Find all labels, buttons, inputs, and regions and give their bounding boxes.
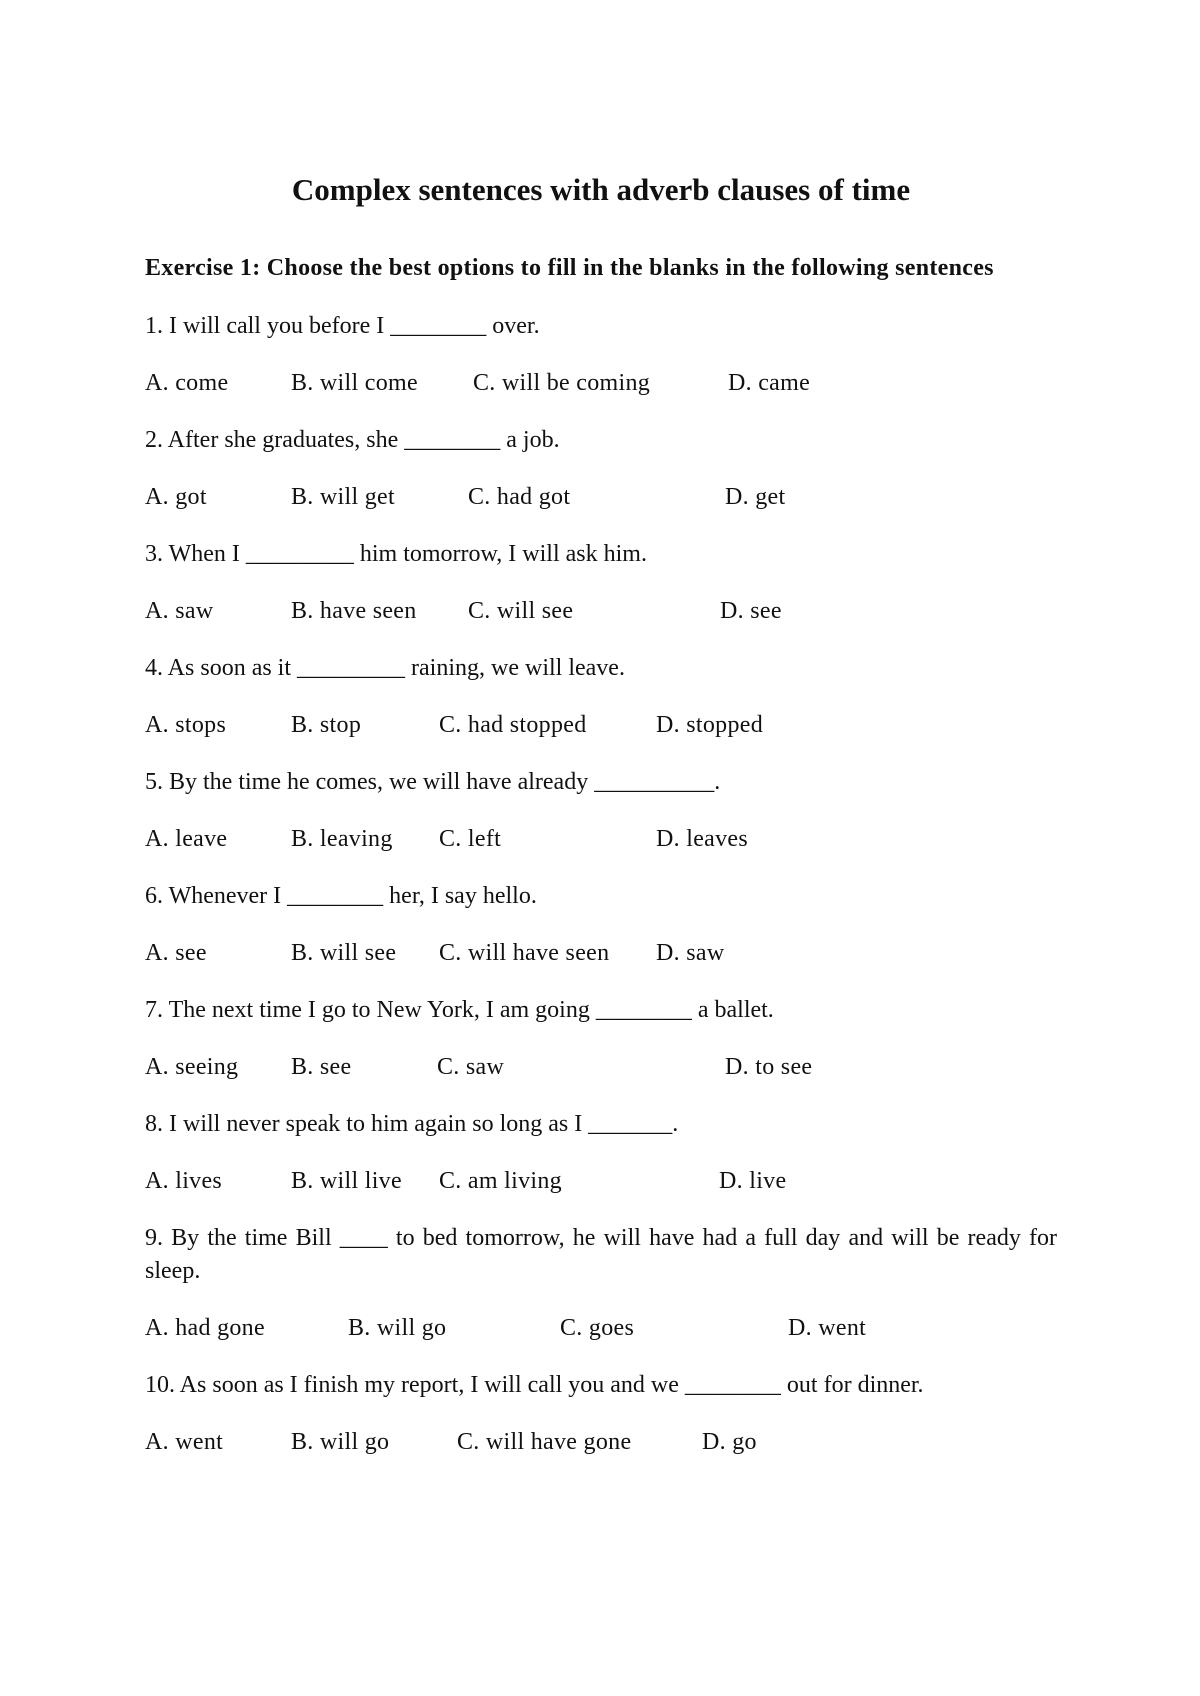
option-a: A. got [145, 484, 207, 510]
option-c: C. saw [437, 1054, 505, 1080]
option-c: C. will have gone [457, 1429, 632, 1455]
answer-options [145, 595, 1057, 628]
question-item [145, 538, 1057, 628]
exercise-instruction: Exercise 1: Choose the best options to fill in the blanks in the following sentences [145, 255, 994, 281]
answer-options [145, 709, 1057, 742]
answer-options [145, 1312, 1057, 1345]
option-d: D. live [719, 1168, 787, 1194]
option-c: C. goes [560, 1315, 635, 1341]
answer-options [145, 1051, 1057, 1084]
option-a: A. see [145, 940, 207, 966]
question-item [145, 424, 1057, 514]
question-text: 7. The next time I go to New York, I am going ________ a ballet. [145, 997, 774, 1023]
option-d: D. go [702, 1429, 757, 1455]
question-text: 8. I will never speak to him again so long as I _______. [145, 1111, 679, 1137]
option-d: D. get [725, 484, 786, 510]
answer-options [145, 1165, 1057, 1198]
option-d: D. stopped [656, 712, 763, 738]
option-b: B. see [291, 1054, 352, 1080]
option-c: C. had got [468, 484, 571, 510]
option-d: D. came [728, 370, 811, 396]
question-item [145, 1108, 1057, 1198]
answer-options [145, 1426, 1057, 1459]
option-c: C. will have seen [439, 940, 610, 966]
question-text: 5. By the time he comes, we will have already __________. [145, 769, 721, 795]
option-a: A. had gone [145, 1315, 265, 1341]
question-item [145, 766, 1057, 856]
option-a: A. seeing [145, 1054, 239, 1080]
question-item [145, 994, 1057, 1084]
question-text: 6. Whenever I ________ her, I say hello. [145, 883, 537, 909]
page-title: Complex sentences with adverb clauses of time [291, 172, 911, 207]
question-text: 1. I will call you before I ________ over. [145, 313, 540, 339]
question-item [145, 1369, 1057, 1459]
answer-options [145, 823, 1057, 856]
option-c: C. left [439, 826, 502, 852]
option-a: A. come [145, 370, 229, 396]
question-item [145, 1222, 1057, 1345]
option-b: B. will come [291, 370, 418, 396]
option-d: D. leaves [656, 826, 748, 852]
worksheet-page [145, 168, 1057, 1483]
option-c: C. will see [468, 598, 574, 624]
option-b: B. stop [291, 712, 362, 738]
option-b: B. will go [348, 1315, 447, 1341]
option-b: B. will see [291, 940, 397, 966]
option-d: D. saw [656, 940, 725, 966]
question-list [145, 310, 1057, 1459]
option-c: C. am living [439, 1168, 562, 1194]
question-text: 10. As soon as I finish my report, I will call you and we ________ out for dinner. [145, 1372, 924, 1398]
answer-options [145, 481, 1057, 514]
option-d: D. see [720, 598, 782, 624]
option-a: A. saw [145, 598, 214, 624]
question-text: 9. By the time Bill ____ to bed tomorrow, he will have had a full day and will be ready for sleep. [145, 1225, 1057, 1284]
option-c: C. will be coming [473, 370, 651, 396]
option-b: B. will live [291, 1168, 402, 1194]
question-item [145, 652, 1057, 742]
option-a: A. stops [145, 712, 227, 738]
option-a: A. leave [145, 826, 228, 852]
option-a: A. went [145, 1429, 224, 1455]
question-item [145, 880, 1057, 970]
question-text: 2. After she graduates, she ________ a job. [145, 427, 560, 453]
answer-options [145, 937, 1057, 970]
answer-options [145, 367, 1057, 400]
question-text: 4. As soon as it _________ raining, we will leave. [145, 655, 625, 681]
option-b: B. have seen [291, 598, 417, 624]
option-b: B. will get [291, 484, 395, 510]
option-d: D. to see [725, 1054, 813, 1080]
option-b: B. leaving [291, 826, 393, 852]
option-c: C. had stopped [439, 712, 587, 738]
question-text: 3. When I _________ him tomorrow, I will ask him. [145, 541, 647, 567]
question-item [145, 310, 1057, 400]
option-d: D. went [788, 1315, 867, 1341]
option-b: B. will go [291, 1429, 390, 1455]
option-a: A. lives [145, 1168, 223, 1194]
